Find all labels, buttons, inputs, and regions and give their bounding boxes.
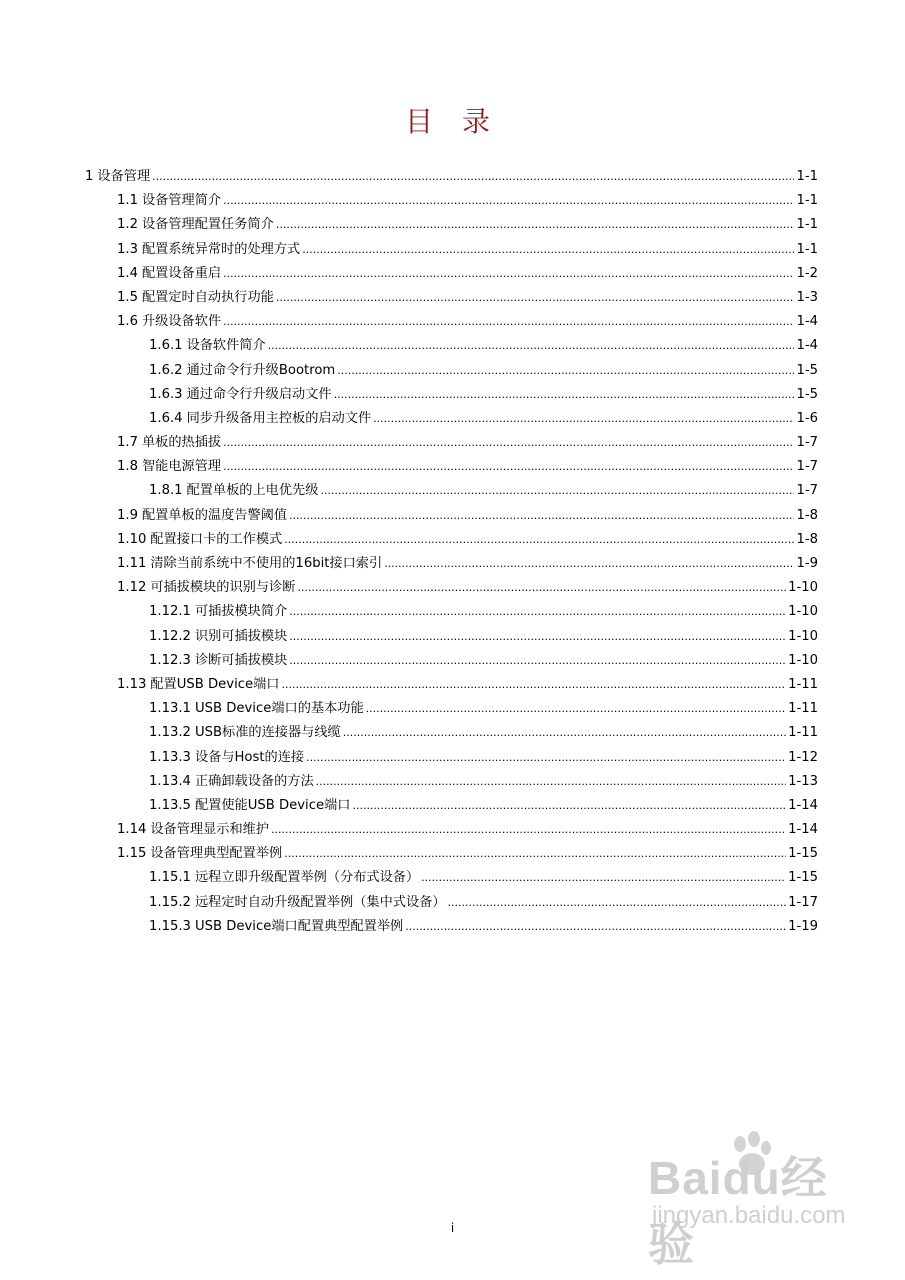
- toc-entry[interactable]: [85, 794, 818, 818]
- toc-entry-label: 配置设备重启: [141, 265, 222, 281]
- toc-entry-number: 1.5: [117, 289, 138, 305]
- toc-entry-number: 1.15.2: [149, 894, 191, 910]
- toc-entry-label: 配置定时自动执行功能: [141, 289, 274, 305]
- toc-entry[interactable]: [85, 310, 818, 334]
- toc-entry[interactable]: [85, 746, 818, 770]
- toc-leader-dots: [282, 673, 787, 697]
- toc-entry[interactable]: [85, 552, 818, 576]
- toc-entry[interactable]: [85, 504, 818, 528]
- toc-entry-number: 1: [85, 169, 94, 184]
- toc-entry-label: USB Device端口配置典型配置举例: [194, 918, 404, 934]
- toc-entry-page: 1-19: [788, 918, 818, 934]
- toc-leader-dots: [337, 359, 794, 383]
- toc-entry[interactable]: [85, 479, 818, 503]
- toc-entry-label: 设备管理: [97, 169, 151, 184]
- toc-entry-label: 设备软件简介: [186, 338, 266, 354]
- toc-entry[interactable]: [85, 600, 818, 624]
- toc-entry-label: 配置使能USB Device端口: [194, 797, 351, 813]
- toc-entry-label: 设备管理简介: [141, 193, 222, 209]
- toc-entry-label: USB Device端口的基本功能: [194, 701, 364, 717]
- toc-entry-label: 远程立即升级配置举例（分布式设备）: [194, 870, 420, 886]
- toc-entry-number: 1.12.3: [149, 652, 191, 668]
- toc-entry-label: 通过命令行升级启动文件: [186, 386, 332, 402]
- toc-leader-dots: [152, 165, 794, 189]
- toc-leader-dots: [334, 383, 795, 407]
- toc-entry[interactable]: [85, 673, 818, 697]
- toc-entry[interactable]: [85, 213, 818, 237]
- toc-leader-dots: [421, 866, 786, 890]
- toc-entry[interactable]: [85, 721, 818, 745]
- toc-entry-label: 同步升级备用主控板的启动文件: [186, 410, 372, 426]
- toc-entry-number: 1.2: [117, 217, 138, 233]
- toc-entry-page: 1-4: [796, 338, 818, 354]
- watermark-url: jingyan.baidu.com: [652, 1202, 846, 1229]
- toc-entry-label: 通过命令行升级Bootrom: [186, 362, 336, 378]
- toc-entry-page: 1-8: [796, 531, 818, 547]
- toc-entry-number: 1.6: [117, 314, 138, 330]
- toc-leader-dots: [405, 915, 786, 939]
- toc-entry[interactable]: [85, 286, 818, 310]
- toc-leader-dots: [343, 721, 786, 745]
- toc-leader-dots: [448, 891, 787, 915]
- toc-leader-dots: [223, 189, 794, 213]
- toc-leader-dots: [223, 262, 794, 286]
- toc-leader-dots: [289, 649, 786, 673]
- toc-leader-dots: [352, 794, 786, 818]
- toc-entry-page: 1-2: [796, 265, 818, 281]
- toc-entry-label: 智能电源管理: [141, 459, 222, 475]
- toc-entry-label: 配置接口卡的工作模式: [150, 531, 283, 547]
- toc-entry-page: 1-11: [788, 725, 818, 741]
- toc-entry[interactable]: [85, 528, 818, 552]
- toc-entry-page: 1-1: [796, 217, 818, 233]
- toc-entry-page: 1-11: [788, 701, 818, 717]
- toc-leader-dots: [366, 697, 786, 721]
- toc-entry-page: 1-5: [796, 386, 818, 402]
- toc-entry-page: 1-7: [796, 435, 818, 451]
- toc-leader-dots: [223, 455, 794, 479]
- toc-entry[interactable]: [85, 383, 818, 407]
- toc-entry[interactable]: [85, 165, 818, 189]
- table-of-contents: [85, 165, 818, 939]
- toc-entry-label: 远程定时自动升级配置举例（集中式设备）: [194, 894, 446, 910]
- toc-leader-dots: [271, 818, 786, 842]
- toc-entry-label: 清除当前系统中不使用的16bit接口索引: [150, 556, 383, 571]
- toc-entry-number: 1.6.2: [149, 362, 183, 378]
- toc-leader-dots: [316, 770, 786, 794]
- toc-entry-label: 设备管理配置任务简介: [141, 217, 274, 233]
- toc-entry[interactable]: [85, 915, 818, 939]
- toc-entry-number: 1.7: [117, 435, 138, 451]
- toc-entry-page: 1-3: [796, 289, 818, 305]
- toc-leader-dots: [306, 746, 786, 770]
- toc-entry-label: 设备与Host的连接: [194, 749, 305, 765]
- toc-entry-label: 单板的热插拔: [141, 435, 222, 451]
- page-number: i: [450, 1221, 455, 1235]
- toc-entry-page: 1-15: [788, 870, 818, 886]
- toc-entry[interactable]: [85, 649, 818, 673]
- toc-entry-number: 1.6.1: [149, 338, 183, 354]
- toc-entry-page: 1-11: [788, 676, 818, 692]
- toc-entry-number: 1.13.5: [149, 797, 191, 813]
- toc-entry[interactable]: [85, 625, 818, 649]
- toc-leader-dots: [289, 625, 786, 649]
- toc-entry-number: 1.13.3: [149, 749, 191, 765]
- toc-entry-number: 1.13.2: [149, 725, 191, 741]
- toc-entry-number: 1.11: [117, 556, 147, 571]
- toc-entry-number: 1.15: [117, 846, 147, 862]
- toc-entry-label: 配置单板的温度告警阈值: [141, 507, 288, 523]
- toc-entry-number: 1.4: [117, 265, 138, 281]
- toc-entry[interactable]: [85, 238, 818, 262]
- toc-entry[interactable]: [85, 455, 818, 479]
- toc-entry-page: 1-10: [788, 628, 818, 644]
- toc-leader-dots: [268, 334, 795, 358]
- toc-entry[interactable]: [85, 407, 818, 431]
- toc-entry-number: 1.6.4: [149, 410, 183, 426]
- toc-leader-dots: [384, 552, 794, 576]
- toc-entry-label: 升级设备软件: [141, 314, 222, 330]
- toc-entry-number: 1.8: [117, 459, 138, 475]
- toc-entry[interactable]: [85, 842, 818, 866]
- toc-entry[interactable]: [85, 262, 818, 286]
- toc-leader-dots: [276, 286, 795, 310]
- toc-entry-number: 1.15.3: [149, 918, 191, 934]
- toc-entry-number: 1.13.4: [149, 773, 191, 789]
- toc-entry-label: 诊断可插拔模块: [194, 652, 288, 668]
- toc-entry-page: 1-6: [796, 410, 818, 426]
- toc-entry[interactable]: [85, 770, 818, 794]
- toc-entry-number: 1.15.1: [149, 870, 191, 886]
- toc-entry-number: 1.14: [117, 822, 147, 838]
- toc-entry-page: 1-10: [788, 580, 818, 596]
- toc-entry-page: 1-14: [788, 822, 818, 838]
- toc-entry-label: 配置系统异常时的处理方式: [141, 241, 301, 257]
- toc-entry-number: 1.3: [117, 241, 138, 257]
- toc-leader-dots: [289, 504, 794, 528]
- toc-entry-label: 可插拔模块简介: [194, 604, 288, 620]
- toc-entry[interactable]: [85, 576, 818, 600]
- toc-entry-label: 配置USB Device端口: [150, 676, 280, 692]
- baidu-watermark: [648, 1142, 863, 1270]
- toc-leader-dots: [223, 310, 794, 334]
- toc-entry-number: 1.8.1: [149, 483, 183, 499]
- toc-entry[interactable]: [85, 359, 818, 383]
- watermark-logo: Baidu经验: [648, 1152, 828, 1270]
- toc-entry[interactable]: [85, 334, 818, 358]
- toc-leader-dots: [289, 600, 786, 624]
- toc-entry-page: 1-12: [788, 749, 818, 765]
- toc-entry-page: 1-1: [796, 169, 818, 184]
- toc-entry[interactable]: [85, 818, 818, 842]
- toc-entry-label: 设备管理典型配置举例: [150, 846, 283, 862]
- toc-entry-label: 可插拔模块的识别与诊断: [150, 580, 296, 596]
- toc-entry[interactable]: [85, 891, 818, 915]
- toc-entry-number: 1.12: [117, 580, 147, 596]
- page-title: 目 录: [405, 105, 500, 138]
- toc-leader-dots: [284, 528, 794, 552]
- toc-entry[interactable]: [85, 431, 818, 455]
- toc-leader-dots: [223, 431, 794, 455]
- toc-entry[interactable]: [85, 189, 818, 213]
- toc-entry[interactable]: [85, 697, 818, 721]
- toc-entry-page: 1-1: [796, 193, 818, 209]
- toc-entry-page: 1-8: [796, 507, 818, 523]
- toc-entry-number: 1.12.1: [149, 604, 191, 620]
- toc-entry-page: 1-4: [796, 314, 818, 330]
- toc-entry-page: 1-13: [788, 773, 818, 789]
- toc-leader-dots: [320, 479, 794, 503]
- toc-entry-number: 1.13.1: [149, 701, 191, 717]
- toc-entry-label: 设备管理显示和维护: [150, 822, 270, 838]
- toc-entry-label: 识别可插拔模块: [194, 628, 288, 644]
- toc-leader-dots: [276, 213, 795, 237]
- toc-leader-dots: [302, 238, 794, 262]
- toc-entry-page: 1-5: [796, 362, 818, 378]
- toc-entry-number: 1.12.2: [149, 628, 191, 644]
- toc-entry-page: 1-10: [788, 604, 818, 620]
- toc-leader-dots: [284, 842, 786, 866]
- toc-entry-number: 1.13: [117, 676, 147, 692]
- toc-entry-number: 1.1: [117, 193, 138, 209]
- toc-entry-page: 1-1: [796, 241, 818, 257]
- toc-entry-page: 1-10: [788, 652, 818, 668]
- toc-entry[interactable]: [85, 866, 818, 890]
- toc-leader-dots: [373, 407, 794, 431]
- toc-entry-page: 1-17: [788, 894, 818, 910]
- toc-entry-label: 配置单板的上电优先级: [186, 483, 319, 499]
- toc-entry-number: 1.9: [117, 507, 138, 523]
- toc-entry-page: 1-14: [788, 797, 818, 813]
- toc-leader-dots: [297, 576, 786, 600]
- toc-entry-label: 正确卸载设备的方法: [194, 773, 314, 789]
- toc-entry-page: 1-7: [796, 459, 818, 475]
- toc-entry-page: 1-9: [796, 556, 818, 571]
- toc-entry-page: 1-7: [796, 483, 818, 499]
- toc-entry-label: USB标准的连接器与线缆: [194, 725, 341, 741]
- toc-entry-number: 1.10: [117, 531, 147, 547]
- toc-entry-page: 1-15: [788, 846, 818, 862]
- toc-entry-number: 1.6.3: [149, 386, 183, 402]
